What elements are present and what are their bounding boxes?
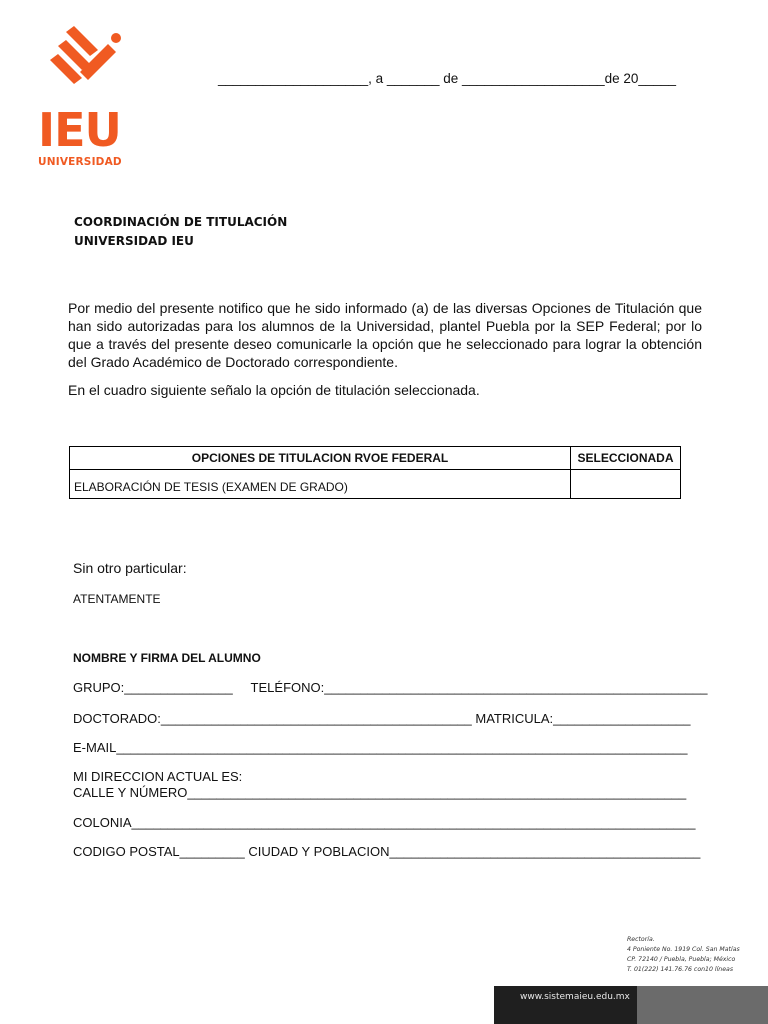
logo-subtitle: UNIVERSIDAD <box>38 156 122 168</box>
table-header-options: OPCIONES DE TITULACION RVOE FEDERAL <box>70 447 571 470</box>
footer-url-bar <box>494 986 637 1024</box>
titulation-options-table <box>69 446 681 499</box>
footer-address <box>627 935 740 975</box>
footer-url[interactable]: www.sistemaieu.edu.mx <box>520 992 630 1002</box>
footer-address-line: T. 01(222) 141.76.76 con10 líneas <box>627 966 734 973</box>
table-cell-selection[interactable] <box>571 470 681 499</box>
footer-address-line: Rectoría. <box>627 936 655 943</box>
table-cell-option: ELABORACIÓN DE TESIS (EXAMEN DE GRADO) <box>70 470 571 499</box>
field-codigo-postal: CODIGO POSTAL_________ CIUDAD Y POBLACION___________________________________________ <box>73 844 701 859</box>
footer-address-line: CP. 72140 / Puebla, Puebla; México <box>627 956 736 963</box>
table-row <box>70 470 681 499</box>
field-grupo-telefono: GRUPO:_______________ TELÉFONO:_____________________________________________________ <box>73 680 708 695</box>
field-calle: CALLE Y NÚMERO_____________________________________________________________________ <box>73 785 687 800</box>
body-paragraph-2: En el cuadro siguiente señalo la opción de titulación seleccionada. <box>68 382 480 398</box>
closing-regards: ATENTAMENTE <box>73 592 161 606</box>
field-doctorado-matricula: DOCTORADO:___________________________________________ MATRICULA:___________________ <box>73 711 691 726</box>
logo-mark-icon <box>38 22 138 112</box>
field-colonia: COLONIA______________________________________________________________________________ <box>73 815 696 830</box>
field-direccion-label: MI DIRECCION ACTUAL ES: <box>73 769 243 784</box>
recipient-line-1: COORDINACIÓN DE TITULACIÓN <box>74 215 288 229</box>
table-header-selected: SELECCIONADA <box>571 447 681 470</box>
signature-label: NOMBRE Y FIRMA DEL ALUMNO <box>73 651 261 665</box>
body-paragraph-1: Por medio del presente notifico que he sido informado (a) de las diversas Opciones de Titulación que han sido autorizadas para los alumnos de la Universidad, plantel Puebla por la SEP Federal; por lo que a través del presente deseo comunicarle la opción que he seleccionado para lograr la obtención del Grado Académico de Doctorado correspondiente. <box>68 300 702 370</box>
logo-wordmark: IEU <box>38 103 121 157</box>
closing-greeting: Sin otro particular: <box>73 560 187 576</box>
university-logo <box>38 22 138 168</box>
field-email: E-MAIL_______________________________________________________________________________ <box>73 740 688 755</box>
footer-address-line: 4 Poniente No. 1919 Col. San Matías <box>627 946 740 953</box>
date-line: ____________________, a _______ de ___________________de 20_____ <box>218 71 676 86</box>
table-header-row <box>70 447 681 470</box>
recipient-line-2: UNIVERSIDAD IEU <box>74 234 194 248</box>
footer-accent-bar <box>637 986 768 1024</box>
